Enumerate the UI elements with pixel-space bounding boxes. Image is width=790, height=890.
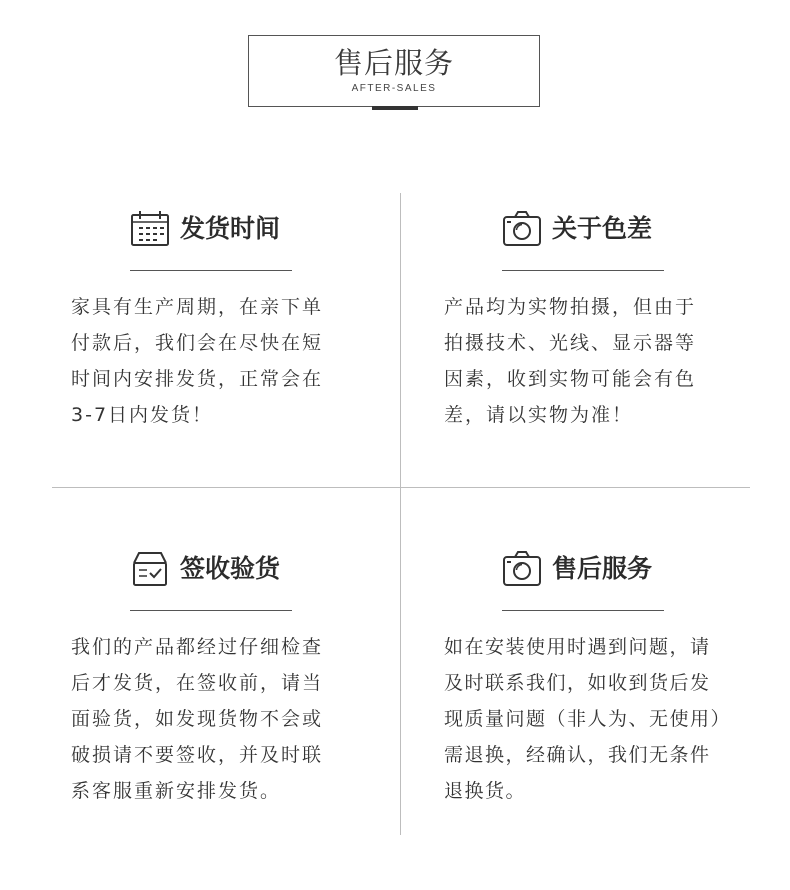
- body-line: 面验货，如发现货物不会或: [71, 708, 324, 730]
- body-line: 家具有生产周期，在亲下单: [71, 296, 324, 318]
- section-underline: [502, 610, 664, 611]
- page-title: 售后服务: [333, 46, 454, 80]
- section-title: 签收验货: [180, 554, 281, 583]
- section-body: [444, 629, 744, 809]
- horizontal-divider: [52, 487, 750, 488]
- body-line: 退换货。: [444, 780, 527, 802]
- body-line: 及时联系我们，如收到货后发: [444, 672, 711, 694]
- body-line: 付款后，我们会在尽快在短: [71, 332, 324, 354]
- body-line: 拍摄技术、光线、显示器等: [444, 332, 697, 354]
- page-subtitle: AFTER-SALES: [351, 83, 437, 94]
- section-underline: [130, 270, 292, 271]
- section-body: [71, 289, 371, 433]
- section-underline: [130, 610, 292, 611]
- body-line: 后才发货，在签收前，请当: [71, 672, 324, 694]
- body-line: 因素，收到实物可能会有色: [444, 368, 697, 390]
- section-title: 售后服务: [552, 554, 653, 583]
- vertical-divider: [400, 193, 401, 835]
- section-body: [71, 629, 371, 809]
- body-line: 需退换，经确认，我们无条件: [444, 744, 711, 766]
- calendar-icon: [130, 209, 170, 249]
- section-body: [444, 289, 744, 433]
- body-line: 3-7日内发货！: [71, 404, 214, 426]
- body-line: 我们的产品都经过仔细检查: [71, 636, 324, 658]
- body-line: 系客服重新安排发货。: [71, 780, 282, 802]
- section-underline: [502, 270, 664, 271]
- section-header-box: [248, 35, 540, 107]
- header-underline-bar: [372, 106, 418, 110]
- package-check-icon: [130, 549, 170, 589]
- section-title: 关于色差: [552, 214, 653, 243]
- section-title: 发货时间: [180, 214, 281, 243]
- camera-icon: [502, 209, 542, 249]
- body-line: 产品均为实物拍摄，但由于: [444, 296, 697, 318]
- body-line: 破损请不要签收，并及时联: [71, 744, 324, 766]
- camera-icon: [502, 549, 542, 589]
- body-line: 现质量问题（非人为、无使用）: [444, 708, 732, 730]
- body-line: 如在安装使用时遇到问题，请: [444, 636, 711, 658]
- body-line: 时间内安排发货，正常会在: [71, 368, 324, 390]
- body-line: 差，请以实物为准！: [444, 404, 634, 426]
